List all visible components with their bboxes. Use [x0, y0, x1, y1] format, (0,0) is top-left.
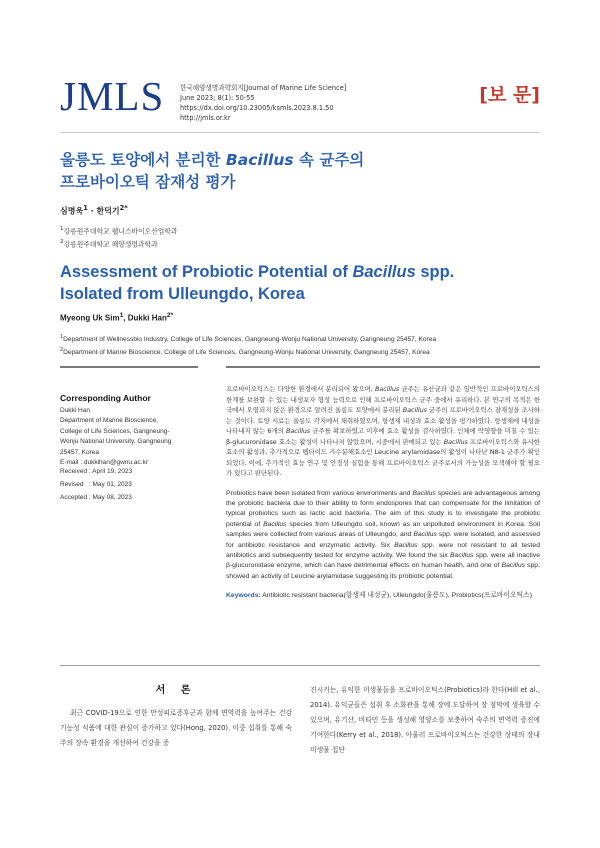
korean-affiliation-1: $^1$강릉원주대학교 웰니스바이오산업학과 — [60, 226, 178, 236]
corresponding-author-name: Dukki Han — [60, 406, 90, 414]
corresponding-author-dept: 25457, Korea — [60, 448, 100, 456]
korean-affiliations — [60, 224, 177, 251]
body-paragraph: 최근 COVID-19으로 인한 만성피로증후군과 함께 면역력을 높여주는 건강 기능성 식품에 대한 관심이 증가하고 있다(Hong, 2020). 이중 섭취를 통해 숙주의 장속 환경을 개선하여 건강을 증 — [60, 709, 292, 747]
body-paragraph: 진시키는, 유익한 미생물들을 프로바이오틱스(Probiotics)라 한다(Hill et al., 2014). 유익균들은 섭취 후 소화관을 통해 장에 도달하여 장 점막에 생육할 수 있으며, 유기산, 비타민 등을 생성해 영양소를 보충하여 숙주의 면역력 증진에 기여한다(Kerry et al., 2018). 아울러 프로바이오틱스는 건강한 상태의 장내 미생물 집단 — [310, 686, 540, 754]
english-affiliation-2: $^2$Department of Marine Bioscience, College of Life Sciences, Gangneung-Wonju National University, Gangneung 25457, Korea — [60, 347, 430, 357]
english-authors: Myeong Uk Sim$^1$, Dukki Han$^{2*}$ — [60, 312, 174, 323]
keywords-label: Keywords: — [226, 592, 261, 600]
korean-authors: 심명욱$^1$ · 한덕기$^{2*}$ — [60, 204, 128, 216]
section-heading-introduction: 서 론 — [155, 685, 197, 696]
abstract-divider — [60, 665, 540, 666]
abstract — [226, 366, 540, 602]
article-type-label: [보 문] — [479, 84, 540, 106]
korean-affiliation-2: $^2$강릉원주대학교 해양생명과학과 — [60, 239, 158, 249]
journal-url[interactable]: http://jmls.or.kr — [180, 114, 231, 122]
corresponding-author-email[interactable]: E-mail : dukkihan@gwnu.ac.kr — [60, 459, 148, 466]
header-divider — [60, 132, 540, 133]
journal-issue: June 2023; 8(1): 50-55 — [180, 94, 255, 102]
english-affiliation-1: $^1$Department of Wellnessbio Industry, College of Life Sciences, Gangneung-Wonju National University, Gangneung 25457, Korea — [60, 334, 437, 344]
corresponding-author-dept: Department of Marine Bioscience, — [60, 417, 158, 424]
english-title: Assessment of Probiotic Potential of Bacillus spp. Isolated from Ulleungdo, Korea — [60, 263, 455, 303]
body-column-right — [310, 683, 540, 758]
received-date: Received : April 19, 2023 — [60, 468, 133, 475]
body-column-left — [60, 683, 292, 751]
journal-logo: JMLS — [60, 73, 165, 119]
corresponding-author-box — [60, 366, 198, 469]
corresponding-author-dept: College of Life Sciences, Gangneung- — [60, 427, 170, 435]
corresponding-author-dept: Wonju National University, Gangneung — [60, 438, 172, 445]
corresponding-author-heading: Corresponding Author — [60, 393, 151, 403]
journal-info — [180, 83, 346, 123]
accepted-date: Accepted : May 08, 2023 — [60, 494, 132, 501]
korean-title: 울릉도 토양에서 분리한 Bacillus 속 균주의 프로바이오틱 잠재성 평가 — [60, 151, 365, 191]
english-abstract: Probiotics have been isolated from various environments and Bacillus species are advantageous among the probiotic bacteria due to their ability to form endospores that can compensate for the limitation of typical probiotics such as lactic acid bacteria. The aim of this study is to investigate the probiotic potential of Bacillus species from Ulleungdo soil, known as an unpolluted environment in Korea. Soil samples were collected from various areas of Ulleungdo, and Bacillus spp. were isolated, and assessed for antibiotic resistance and enzymatic activity. Six Bacillus spp. were not resistant to all tested antibiotics and subsequently tested for enzyme activity. We found the six Bacillus spp. were all inactive β-glucuronidase enzyme, which can have detrimental effects on human health, and one of Bacillus spp. showed an activity of Leucine arylamidase suggesting its probiotic potential. — [226, 489, 540, 580]
revised-date: Revised : May 01, 2023 — [60, 481, 132, 488]
article-dates — [60, 465, 200, 504]
korean-abstract: 프로바이오틱스는 다양한 환경에서 분리되어 왔으며, Bacillus 균주는 유산균과 같은 일반적인 프로바이오틱스의 한계를 보완할 수 있는 내생포자 형성 능력으로 인해 프로바이오틱스 균주 중에서 유리하다. 본 연구의 목적은 한국에서 오염되지 않은 환경으로 알려진 울릉도 토양에서 분리된 Bacillus 균주의 프로바이오틱스 잠재성을 조사하는 것이다. 토양 시료는 울릉도 각지에서 채취하였으며, 항생제 내성과 효소 활성을 평가하였다. 항생제에 내성을 나타내지 않는 6개의 Bacillus 균주를 확보하였고 이후에 효소 활성을 검사하였다. 인체에 악영향을 미칠 수 있는 β-glucuronidase 효소는 활성이 나타나지 않았으며, 시중에서 판매되고 있는 Bacillus 프로바이오틱스와 유사한 효소의 활성과, 추가적으로 펩타이드 가수분해효소인 Leucine arylamidase의 활성이 나타난 N8-1 균주가 확인되었다. 이에, 추가적인 효능 연구 및 안정성 실험을 통해 프로바이오틱스 균주로서의 가능성을 모색해야 할 필요가 있다고 판단된다. — [226, 385, 540, 477]
keywords — [226, 591, 540, 601]
keywords-text: Antibiotic resistant bacteria(항생제 내성균), Ulleungdo(울릉도), Probiotics(프로바이오틱스) — [260, 592, 533, 600]
english-affiliations — [60, 332, 540, 358]
doi-link[interactable]: https://dx.doi.org/10.23005/ksmls.2023.8.1.50 — [180, 104, 334, 112]
journal-name: 한국해양생명과학회지[Journal of Marine Life Science] — [180, 84, 347, 92]
